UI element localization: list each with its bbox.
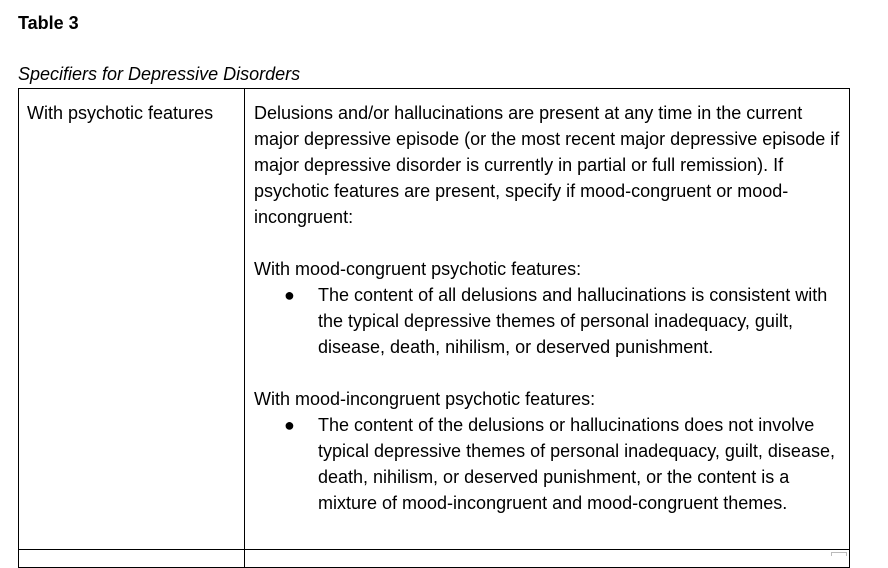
section-heading: With mood-incongruent psychotic features: bbox=[254, 389, 596, 409]
bullet-icon: ● bbox=[284, 285, 295, 305]
specifier-description-cell bbox=[254, 100, 844, 516]
bullet-icon: ● bbox=[284, 415, 295, 435]
table-label: Table 3 bbox=[18, 13, 79, 33]
table-caption: Specifiers for Depressive Disorders bbox=[18, 64, 301, 84]
specifiers-table bbox=[18, 88, 850, 568]
cell-resize-handle[interactable] bbox=[831, 552, 847, 556]
bullet-text: The content of all delusions and hallucinations is consistent with the typical depressive themes of personal inadequacy, guilt, disease, death, nihilism, or deserved punishment. bbox=[318, 285, 828, 357]
mood-congruent-section bbox=[254, 256, 844, 360]
description-intro: Delusions and/or hallucinations are present at any time in the current major depressive episode (or the most recent major depressive episode if major depressive disorder is currently in partial or full remission). If psychotic features are present, specify if mood-congruent or mood-incongruent: bbox=[254, 103, 840, 227]
bullet-list bbox=[254, 412, 844, 516]
bullet-text: The content of the delusions or hallucinations does not involve typical depressive themes of personal inadequacy, guilt, disease, death, nihilism, or deserved punishment, or the content is a mixture of mood-incongruent and mood-congruent themes. bbox=[318, 415, 835, 513]
list-item bbox=[254, 412, 844, 516]
mood-incongruent-section bbox=[254, 386, 844, 516]
column-divider bbox=[244, 89, 245, 567]
bullet-list bbox=[254, 282, 844, 360]
row-divider bbox=[19, 549, 849, 550]
specifier-name-cell: With psychotic features bbox=[27, 103, 214, 123]
list-item bbox=[254, 282, 844, 360]
section-heading: With mood-congruent psychotic features: bbox=[254, 259, 582, 279]
